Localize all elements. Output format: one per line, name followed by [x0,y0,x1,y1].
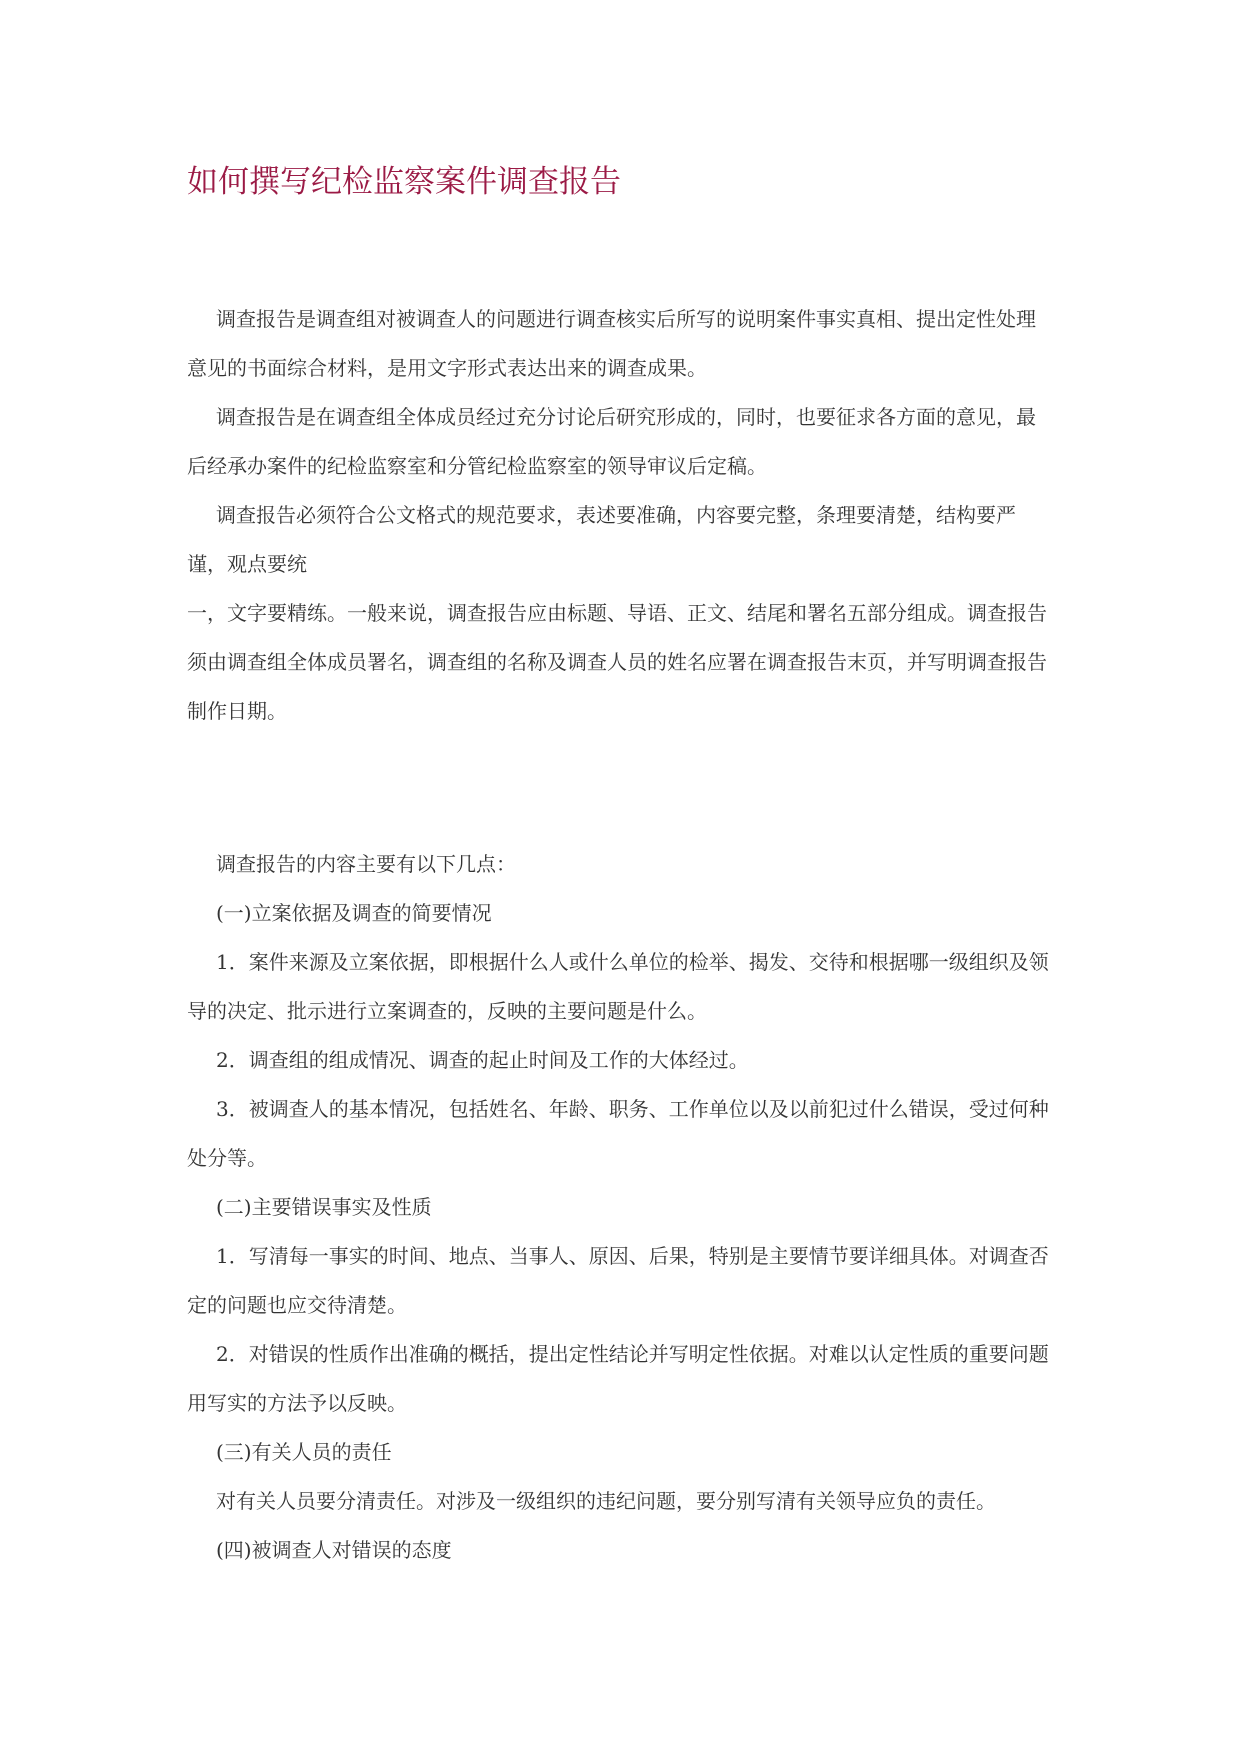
intro-paragraph-4: 一，文字要精练。一般来说，调查报告应由标题、导语、正文、结尾和署名五部分组成。调查报告须由调查组全体成员署名，调查组的名称及调查人员的姓名应署在调查报告末页，并写明调查报告制作日期。 [187,601,1047,723]
content-intro: 调查报告的内容主要有以下几点： [216,852,516,876]
section-heading-4: (四)被调查人对错误的态度 [216,1538,452,1562]
intro-paragraph-1: 调查报告是调查组对被调查人的问题进行调查核实后所写的说明案件事实真相、提出定性处理意见的书面综合材料，是用文字形式表达出来的调查成果。 [187,307,1036,380]
document-title: 如何撰写纪检监察案件调查报告 [187,164,621,200]
section-2-item-2: 2．对错误的性质作出准确的概括，提出定性结论并写明定性依据。对难以认定性质的重要问题用写实的方法予以反映。 [187,1342,1049,1415]
section-heading-2: (二)主要错误事实及性质 [216,1195,432,1219]
intro-paragraph-2: 调查报告是在调查组全体成员经过充分讨论后研究形成的，同时，也要征求各方面的意见，最后经承办案件的纪检监察室和分管纪检监察室的领导审议后定稿。 [187,405,1036,478]
content-section [187,840,1053,1575]
section-1-item-1: 1．案件来源及立案依据，即根据什么人或什么单位的检举、揭发、交待和根据哪一级组织及领导的决定、批示进行立案调查的，反映的主要问题是什么。 [187,950,1049,1023]
intro-section [187,295,1053,736]
section-1-item-3: 3．被调查人的基本情况，包括姓名、年龄、职务、工作单位以及以前犯过什么错误，受过何种处分等。 [187,1097,1049,1170]
intro-paragraph-3: 调查报告必须符合公文格式的规范要求，表述要准确，内容要完整，条理要清楚，结构要严谨，观点要统 [187,503,1016,576]
section-1-item-2: 2．调查组的组成情况、调查的起止时间及工作的大体经过。 [216,1048,749,1072]
section-3-text: 对有关人员要分清责任。对涉及一级组织的违纪问题，要分别写清有关领导应负的责任。 [216,1489,996,1513]
section-2-item-1: 1．写清每一事实的时间、地点、当事人、原因、后果，特别是主要情节要详细具体。对调查否定的问题也应交待清楚。 [187,1244,1049,1317]
section-heading-3: (三)有关人员的责任 [216,1440,392,1464]
section-heading-1: (一)立案依据及调查的简要情况 [216,901,492,925]
